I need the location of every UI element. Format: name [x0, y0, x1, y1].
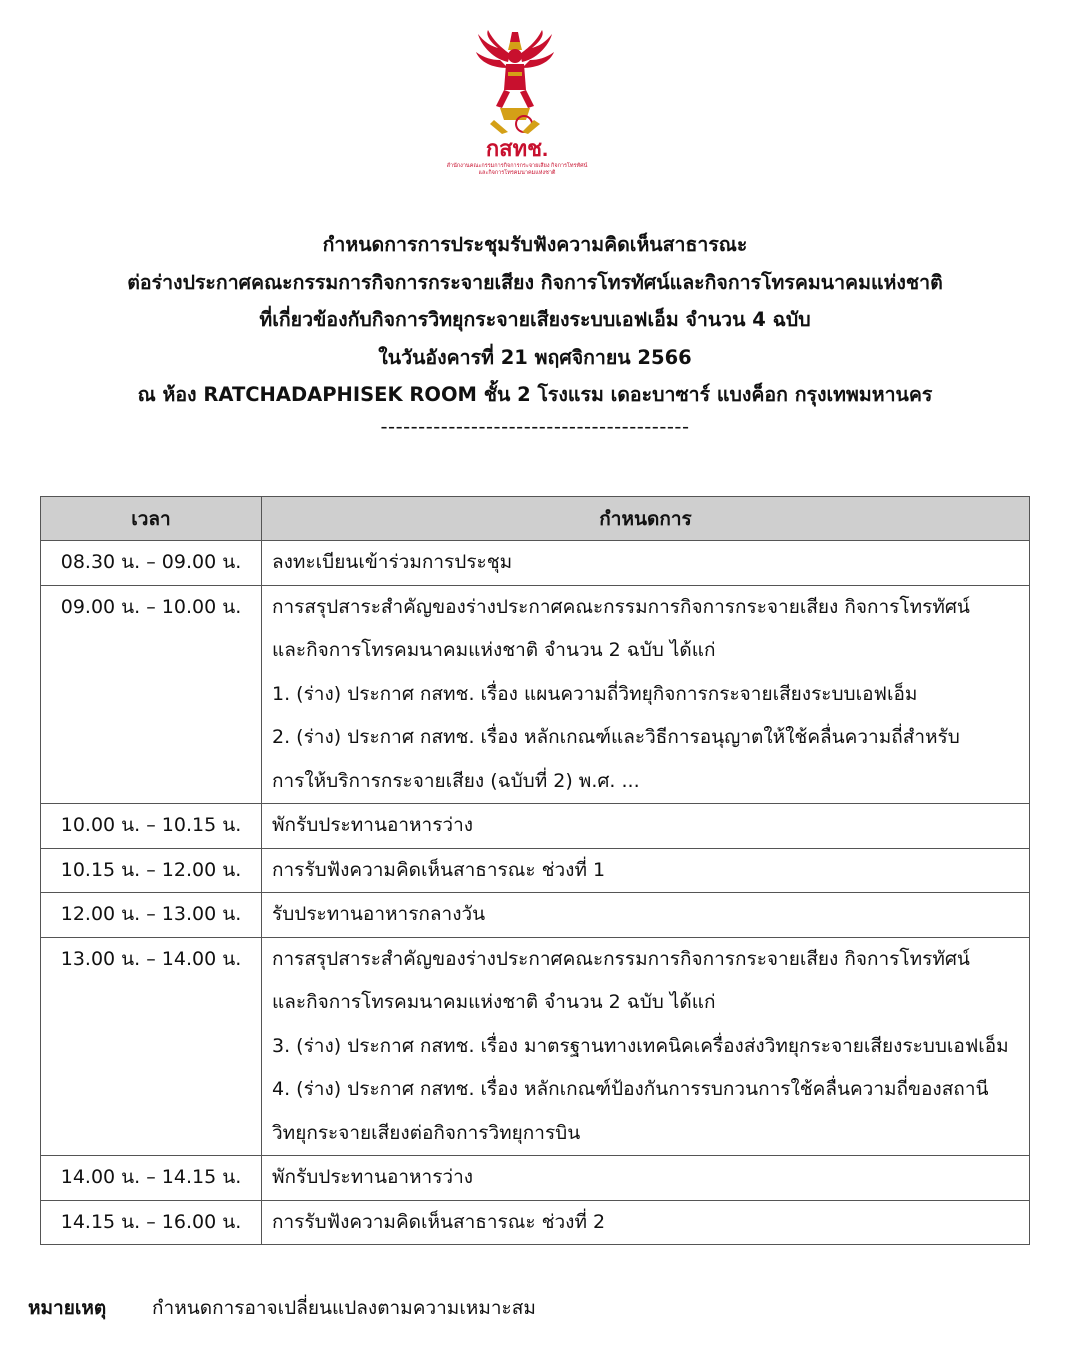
agenda-line: การรับฟังความคิดเห็นสาธารณะ ช่วงที่ 2 — [272, 1210, 606, 1233]
table-row — [41, 804, 1030, 849]
header-subject-cont: ที่เกี่ยวข้องกับกิจการวิทยุกระจายเสียงระบบเอฟเอ็ม จำนวน 4 ฉบับ — [259, 308, 811, 331]
time-cell: 09.00 น. – 10.00 น. — [41, 585, 262, 804]
time-cell: 10.00 น. – 10.15 น. — [41, 804, 262, 849]
schedule-table — [40, 496, 1030, 1245]
garuda-emblem-icon — [430, 28, 605, 178]
agenda-cell — [262, 848, 1030, 893]
table-row — [41, 585, 1030, 804]
footnote-text: กำหนดการอาจเปลี่ยนแปลงตามความเหมาะสม — [152, 1297, 536, 1319]
logo-subtitle-line2: และกิจการโทรคมนาคมแห่งชาติ — [478, 170, 556, 176]
agenda-line: ลงทะเบียนเข้าร่วมการประชุม — [272, 551, 513, 573]
agenda-cell — [262, 541, 1030, 586]
nbtc-logo — [430, 28, 605, 178]
table-row — [41, 541, 1030, 586]
agenda-line: การให้บริการกระจายเสียง (ฉบับที่ 2) พ.ศ. ... — [272, 769, 640, 792]
time-cell: 13.00 น. – 14.00 น. — [41, 937, 262, 1156]
time-cell: 14.15 น. – 16.00 น. — [41, 1200, 262, 1245]
agenda-line: รับประทานอาหารกลางวัน — [272, 903, 486, 925]
agenda-line: 2. (ร่าง) ประกาศ กสทช. เรื่อง หลักเกณฑ์และวิธีการอนุญาตให้ใช้คลื่นความถี่สำหรับ — [272, 726, 960, 748]
table-row — [41, 893, 1030, 938]
agenda-cell — [262, 937, 1030, 1156]
time-cell: 10.15 น. – 12.00 น. — [41, 848, 262, 893]
agenda-line: พักรับประทานอาหารว่าง — [272, 814, 474, 836]
table-row — [41, 937, 1030, 1156]
agenda-line: การสรุปสาระสำคัญของร่างประกาศคณะกรรมการกิจการกระจายเสียง กิจการโทรทัศน์ — [272, 947, 970, 970]
logo-wordmark: กสทช. — [485, 136, 549, 161]
time-cell: 14.00 น. – 14.15 น. — [41, 1156, 262, 1201]
document-header — [40, 226, 1030, 445]
agenda-line: พักรับประทานอาหารว่าง — [272, 1166, 474, 1188]
agenda-line: 4. (ร่าง) ประกาศ กสทช. เรื่อง หลักเกณฑ์ป้องกันการรบกวนการใช้คลื่นความถี่ของสถานี — [272, 1078, 989, 1100]
time-cell: 08.30 น. – 09.00 น. — [41, 541, 262, 586]
agenda-cell — [262, 893, 1030, 938]
agenda-line: และกิจการโทรคมนาคมแห่งชาติ จำนวน 2 ฉบับ ได้แก่ — [272, 991, 716, 1013]
header-venue: ณ ห้อง RATCHADAPHISEK ROOM ชั้น 2 โรงแรม เดอะบาซาร์ แบงค็อก กรุงเทพมหานคร — [137, 383, 933, 406]
time-cell: 12.00 น. – 13.00 น. — [41, 893, 262, 938]
agenda-line: การสรุปสาระสำคัญของร่างประกาศคณะกรรมการกิจการกระจายเสียง กิจการโทรทัศน์ — [272, 595, 970, 618]
agenda-cell — [262, 804, 1030, 849]
footnote-label: หมายเหตุ — [28, 1297, 107, 1319]
table-row — [41, 1156, 1030, 1201]
schedule-table-body — [41, 541, 1030, 1245]
agenda-line: วิทยุกระจายเสียงต่อกิจการวิทยุการบิน — [272, 1121, 581, 1144]
agenda-cell — [262, 585, 1030, 804]
footnote — [28, 1290, 536, 1326]
agenda-line: 3. (ร่าง) ประกาศ กสทช. เรื่อง มาตรฐานทางเทคนิคเครื่องส่งวิทยุกระจายเสียงระบบเอฟเอ็ม — [272, 1034, 1009, 1057]
header-date: ในวันอังคารที่ 21 พฤศจิกายน 2566 — [378, 345, 692, 369]
header-subject: ต่อร่างประกาศคณะกรรมการกิจการกระจายเสียง กิจการโทรทัศน์และกิจการโทรคมนาคมแห่งชาติ — [127, 270, 943, 294]
column-header-agenda: กำหนดการ — [262, 497, 1030, 541]
table-header-row — [41, 497, 1030, 541]
table-row — [41, 1200, 1030, 1245]
agenda-cell — [262, 1156, 1030, 1201]
column-header-time: เวลา — [41, 497, 262, 541]
table-row — [41, 848, 1030, 893]
agenda-line: การรับฟังความคิดเห็นสาธารณะ ช่วงที่ 1 — [272, 858, 606, 881]
agenda-line: 1. (ร่าง) ประกาศ กสทช. เรื่อง แผนความถี่วิทยุกิจการกระจายเสียงระบบเอฟเอ็ม — [272, 682, 918, 705]
logo-subtitle-line1: สำนักงานคณะกรรมการกิจการกระจายเสียง กิจการโทรทัศน์ — [446, 163, 588, 169]
header-divider: ----------------------------------------- — [380, 414, 690, 438]
header-title: กำหนดการการประชุมรับฟังความคิดเห็นสาธารณะ — [322, 233, 748, 256]
agenda-cell — [262, 1200, 1030, 1245]
agenda-line: และกิจการโทรคมนาคมแห่งชาติ จำนวน 2 ฉบับ ได้แก่ — [272, 639, 716, 661]
